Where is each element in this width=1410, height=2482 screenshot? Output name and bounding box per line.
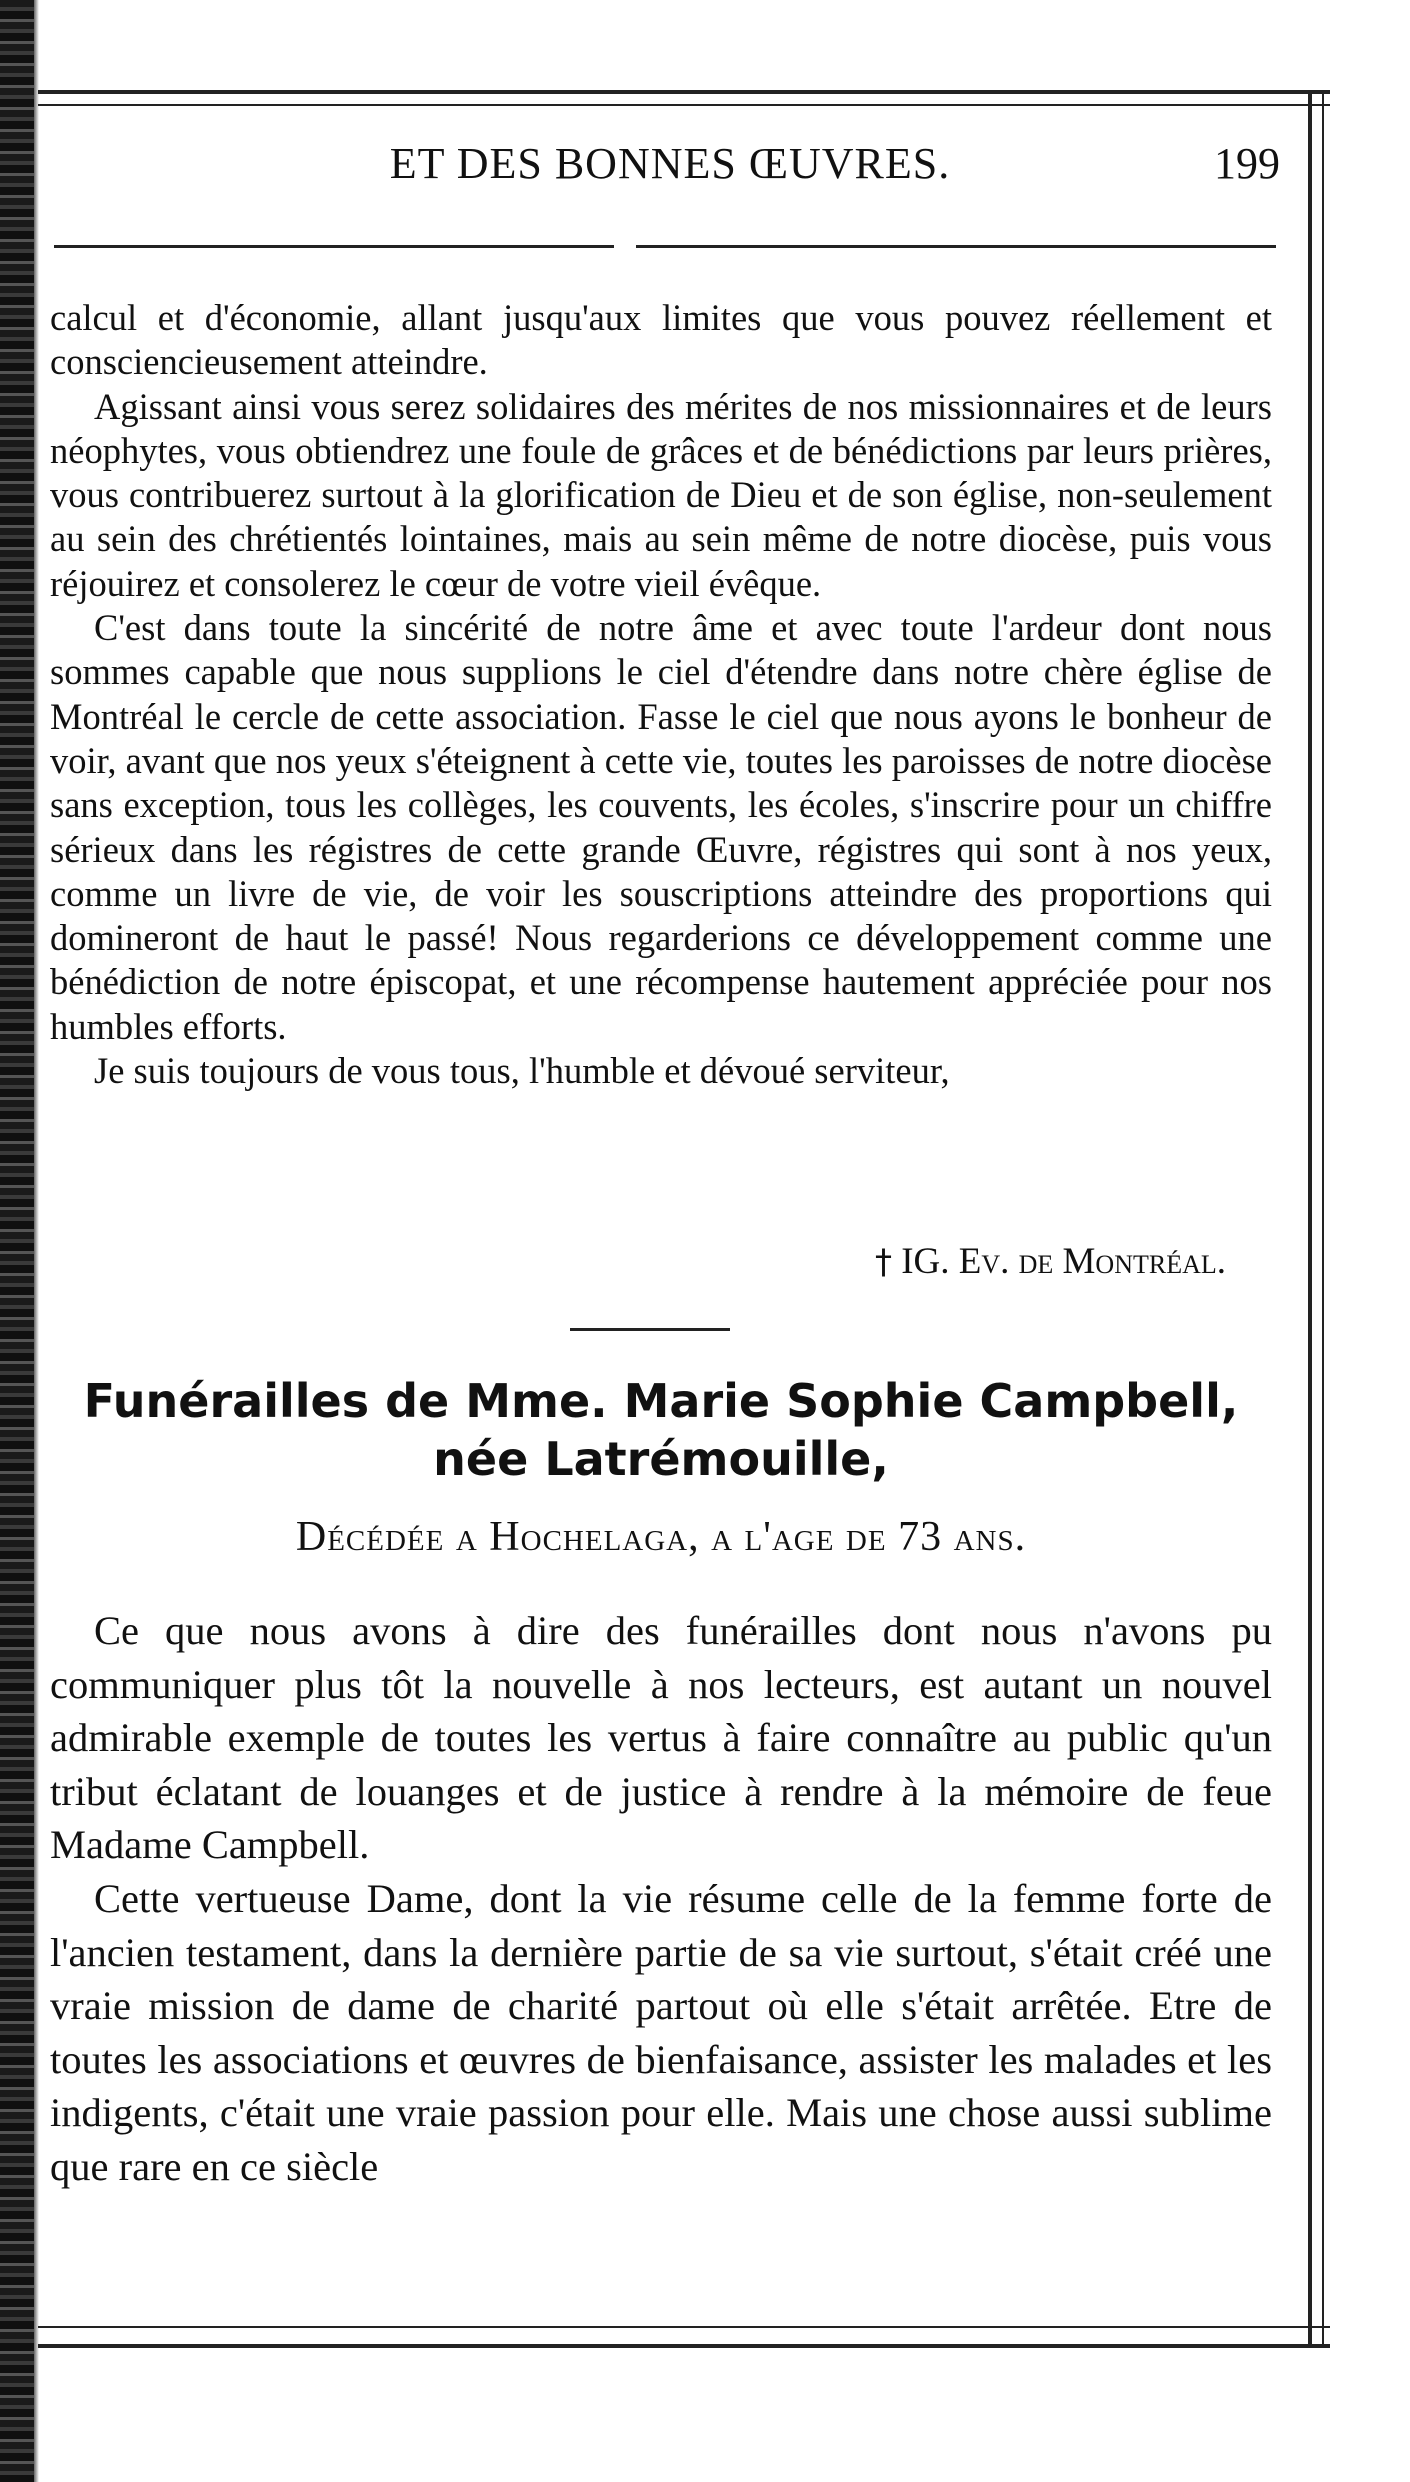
article-paragraph: Ce que nous avons à dire des funérailles dont nous n'avons pu communiquer plus tôt la nouvelle à nos lecteurs, est autant un nouvel admirable exemple de toutes les vertus à faire connaître au public qu'un tribut éclatant de louanges et de justice à rendre à la mémoire de feue Madame Campbell.	[50, 1608, 1272, 1868]
letter-paragraph: calcul et d'économie, allant jusqu'aux limites que vous pouvez réellement et consciencieusement atteindre.	[50, 297, 1272, 383]
cross-icon: †	[874, 1242, 892, 1282]
page-number: 199	[1214, 139, 1280, 188]
frame-inner-top-rule	[38, 104, 1330, 106]
article-subtitle: Décédée a Hochelaga, a l'age de 73 ans.	[295, 1514, 1027, 1560]
article-paragraph: Cette vertueuse Dame, dont la vie résume celle de la femme forte de l'ancien testament, dans la dernière partie de sa vie surtout, s'était créé une vraie mission de dame de charité partout où elle s'était arrêtée. Etre de toutes les associations et œuvres de bienfaisance, assister les malades et les indigents, c'était une vraie passion pour elle. Mais une chose aussi sublime que rare en ce siècle	[50, 1875, 1272, 2189]
letter-body	[50, 296, 1272, 1093]
article-body	[50, 1604, 1272, 2194]
letter-paragraph: C'est dans toute la sincérité de notre âme et avec toute l'ardeur dont nous sommes capable que nous supplions le ciel d'étendre dans notre chère église de Montréal le cercle de cette association. Fasse le ciel que nous ayons le bonheur de voir, avant que nos yeux s'éteignent à cette vie, toutes les paroisses de notre diocèse sans exception, tous les collèges, les couvents, les écoles, s'inscrire pour un chiffre sérieux dans les régistres de cette grande Œuvre, régistres qui sont à nos yeux, comme un livre de vie, de voir les souscriptions atteindre des proportions qui domineront de haut le passé! Nous regarderions ce développement comme une bénédiction de notre épiscopat, et une récompense hautement appréciée pour nos humbles efforts.	[50, 607, 1272, 1047]
page-header	[50, 138, 1290, 198]
frame-right-rule	[1308, 90, 1312, 2344]
letter-paragraph: Agissant ainsi vous serez solidaires des mérites de nos missionnaires et de leurs néophytes, vous obtiendrez une foule de grâces et de bénédictions par leurs prières, vous contribuerez surtout à la glorification de Dieu et de son église, non-seulement au sein des chrétientés lointaines, mais au sein même de notre diocèse, puis vous réjouirez et consolerez le cœur de votre vieil évêque.	[50, 385, 1272, 604]
article-title-line1: Funérailles de Mme. Marie Sophie Campbell,	[83, 1374, 1239, 1428]
letter-paragraph: Je suis toujours de vous tous, l'humble et dévoué serviteur,	[94, 1050, 950, 1092]
running-head: ET DES BONNES ŒUVRES.	[389, 139, 951, 188]
letter-signature	[50, 1240, 1226, 1284]
frame-right-inner-rule	[1322, 90, 1324, 2344]
signature-name: IG. Ev. de Montréal.	[901, 1241, 1226, 1282]
section-separator	[570, 1328, 730, 1331]
article-title	[50, 1372, 1272, 1488]
header-rule-right	[636, 245, 1276, 248]
book-spine-edge	[0, 0, 34, 2482]
article-title-line2: née Latrémouille,	[433, 1432, 889, 1486]
header-rule-left	[54, 245, 614, 248]
frame-inner-bottom-rule	[38, 2326, 1330, 2328]
